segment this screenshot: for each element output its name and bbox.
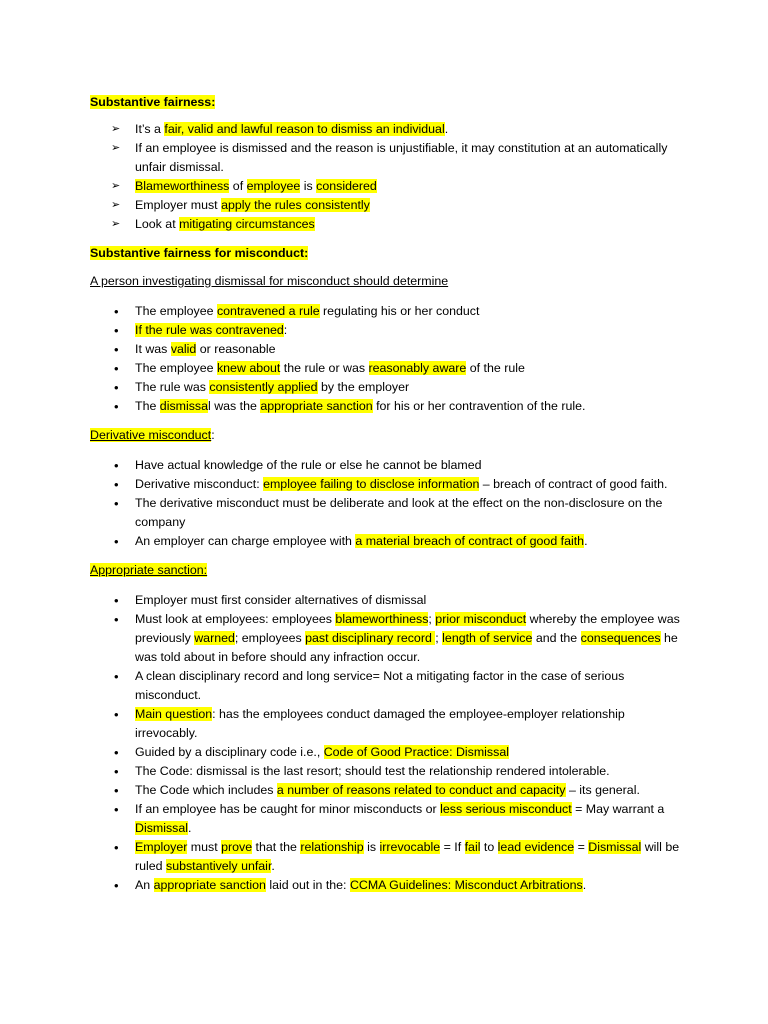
list-item xyxy=(90,800,690,838)
highlighted-text: mitigating circumstances xyxy=(179,217,315,231)
highlighted-text: appropriate sanction xyxy=(153,878,266,892)
item-text: = May warrant a xyxy=(571,802,665,816)
list-item xyxy=(90,397,690,416)
arrow-bullet-icon: ➢ xyxy=(111,123,121,135)
item-text: the rule or was xyxy=(280,361,369,375)
heading-appropriate-sanction xyxy=(90,561,690,580)
item-text: If an employee has be caught for minor misconducts or xyxy=(135,802,441,816)
highlighted-text: Dismissal xyxy=(135,821,189,835)
item-text: An employer can charge employee with xyxy=(135,534,356,548)
heading-substantive-fairness xyxy=(90,93,690,112)
document-page xyxy=(90,93,690,895)
item-text: If an employee is dismissed and the reason is unjustifiable, it may constitution at an automatically unfair dismissal. xyxy=(135,141,668,174)
highlighted-text: valid xyxy=(170,342,197,356)
item-text: The Code: dismissal is the last resort; should test the relationship rendered intolerable. xyxy=(135,764,610,778)
bullet-icon: • xyxy=(114,593,119,608)
item-text: will be ruled xyxy=(135,840,680,873)
item-text: Derivative misconduct: xyxy=(135,477,264,491)
item-text: Guided by a disciplinary code i.e., xyxy=(135,745,324,759)
item-text: laid out in the: xyxy=(265,878,350,892)
list-item xyxy=(90,378,690,397)
item-text: for his or her contravention of the rule. xyxy=(372,399,586,413)
item-text: A clean disciplinary record and long service= Not a mitigating factor in the case of serious misconduct. xyxy=(135,669,625,702)
list-item xyxy=(90,196,690,215)
item-text: The xyxy=(135,399,160,413)
list-item xyxy=(90,340,690,359)
highlighted-text: contravened a rule xyxy=(216,304,320,318)
highlighted-text: Employer xyxy=(135,840,188,854)
list-item xyxy=(90,494,690,532)
list-item xyxy=(90,591,690,610)
bullet-icon: • xyxy=(114,534,119,549)
item-text: ; employees xyxy=(234,631,306,645)
heading-text: Substantive fairness: xyxy=(90,95,216,109)
list-item xyxy=(90,743,690,762)
item-text: must xyxy=(187,840,222,854)
arrow-bullet-icon: ➢ xyxy=(111,142,121,154)
bullet-icon: • xyxy=(114,764,119,779)
item-text: whereby the employee was previously xyxy=(135,612,680,645)
highlighted-text: Dismissal xyxy=(588,840,642,854)
bullet-icon: • xyxy=(114,323,119,338)
item-text: Have actual knowledge of the rule or else he cannot be blamed xyxy=(135,458,482,472)
item-text: by the employer xyxy=(317,380,410,394)
subheading-investigation: A person investigating dismissal for misconduct should determine xyxy=(90,274,449,288)
bullet-icon: • xyxy=(114,496,119,511)
list-substantive-fairness xyxy=(90,120,690,234)
list-item xyxy=(90,456,690,475)
item-text: of xyxy=(229,179,247,193)
item-text: – breach of contract of good faith. xyxy=(479,477,668,491)
list-item xyxy=(90,139,690,177)
list-item xyxy=(90,610,690,667)
item-text: . xyxy=(271,859,275,873)
bullet-icon: • xyxy=(114,361,119,376)
highlighted-text: irrevocable xyxy=(379,840,441,854)
bullet-icon: • xyxy=(114,477,119,492)
highlighted-text: lead evidence xyxy=(497,840,575,854)
item-text: he was told about in before should any infraction occur. xyxy=(135,631,678,664)
list-item xyxy=(90,705,690,743)
list-item xyxy=(90,838,690,876)
item-text: Employer must first consider alternatives of dismissal xyxy=(135,593,427,607)
bullet-icon: • xyxy=(114,612,119,627)
highlighted-text: If the rule was contravened xyxy=(135,323,284,337)
item-text: l was the xyxy=(208,399,261,413)
item-text: An xyxy=(135,878,154,892)
list-item xyxy=(90,359,690,378)
item-text: It’s a xyxy=(135,122,165,136)
heading-text: Substantive fairness for misconduct: xyxy=(90,246,309,260)
bullet-icon: • xyxy=(114,458,119,473)
list-item xyxy=(90,532,690,551)
item-text: is xyxy=(363,840,380,854)
item-text: The employee xyxy=(135,304,217,318)
list-appropriate-sanction xyxy=(90,591,690,895)
bullet-icon: • xyxy=(114,707,119,722)
highlighted-text: employee xyxy=(246,179,301,193)
heading-text: Appropriate sanction: xyxy=(90,563,208,577)
highlighted-text: prior misconduct xyxy=(435,612,527,626)
highlighted-text: length of service xyxy=(442,631,533,645)
highlighted-text: knew about xyxy=(216,361,281,375)
heading-substantive-fairness-misconduct xyxy=(90,244,690,263)
item-text: or reasonable xyxy=(196,342,276,356)
bullet-icon: • xyxy=(114,380,119,395)
bullet-icon: • xyxy=(114,840,119,855)
list-derivative-misconduct xyxy=(90,456,690,551)
highlighted-text: fair, valid and lawful reason to dismiss an individual xyxy=(164,122,445,136)
bullet-icon: • xyxy=(114,783,119,798)
highlighted-text: consequences xyxy=(580,631,661,645)
list-item xyxy=(90,177,690,196)
highlighted-text: substantively unfair xyxy=(166,859,272,873)
highlighted-text: prove xyxy=(221,840,253,854)
item-text: . xyxy=(582,878,587,892)
item-text: Must look at employees: employees xyxy=(135,612,336,626)
highlighted-text: Blameworthiness xyxy=(135,179,230,193)
list-item xyxy=(90,215,690,234)
highlighted-text: less serious misconduct xyxy=(440,802,572,816)
highlighted-text: Main question xyxy=(135,707,213,721)
bullet-icon: • xyxy=(114,304,119,319)
bullet-icon: • xyxy=(114,802,119,817)
item-text: is xyxy=(300,179,317,193)
list-item xyxy=(90,475,690,494)
heading-suffix: : xyxy=(211,428,215,442)
bullet-icon: • xyxy=(114,669,119,684)
item-text: It was xyxy=(135,342,171,356)
item-text: ; xyxy=(428,612,436,626)
highlighted-text: considered xyxy=(316,179,377,193)
item-text: to xyxy=(480,840,498,854)
bullet-icon: • xyxy=(114,342,119,357)
item-text: = If xyxy=(440,840,465,854)
item-text: Look at xyxy=(135,217,180,231)
bullet-icon: • xyxy=(114,745,119,760)
item-text: ; xyxy=(435,631,443,645)
highlighted-text: apply the rules consistently xyxy=(221,198,370,212)
list-item xyxy=(90,120,690,139)
highlighted-text: fail xyxy=(464,840,481,854)
bullet-icon: • xyxy=(114,399,119,414)
highlighted-text: a number of reasons related to conduct and capacity xyxy=(276,783,566,797)
list-misconduct-determinations xyxy=(90,302,690,416)
highlighted-text: consistently applied xyxy=(209,380,318,394)
item-text: – its general. xyxy=(565,783,640,797)
item-text: The Code which includes xyxy=(135,783,277,797)
item-text: that the xyxy=(252,840,301,854)
list-item xyxy=(90,762,690,781)
list-item xyxy=(90,876,690,895)
bullet-icon: • xyxy=(114,878,119,893)
highlighted-text: past disciplinary record xyxy=(305,631,436,645)
item-text: . xyxy=(188,821,192,835)
list-item xyxy=(90,302,690,321)
highlighted-text: dismissa xyxy=(159,399,208,413)
highlighted-text: relationship xyxy=(300,840,364,854)
arrow-bullet-icon: ➢ xyxy=(111,218,121,230)
item-text: = xyxy=(574,840,589,854)
heading-derivative-misconduct xyxy=(90,426,690,445)
highlighted-text: blameworthiness xyxy=(335,612,429,626)
highlighted-text: a material breach of contract of good faith xyxy=(355,534,585,548)
item-text: regulating his or her conduct xyxy=(319,304,480,318)
item-text: Employer must xyxy=(135,198,222,212)
item-text: of the rule xyxy=(466,361,525,375)
item-text: . xyxy=(444,122,449,136)
item-text: The derivative misconduct must be deliberate and look at the effect on the non-disclosure on the company xyxy=(135,496,663,529)
arrow-bullet-icon: ➢ xyxy=(111,180,121,192)
item-text: . xyxy=(584,534,588,548)
item-text: The employee xyxy=(135,361,217,375)
item-text: : xyxy=(283,323,288,337)
highlighted-text: CCMA Guidelines: Misconduct Arbitrations xyxy=(349,878,583,892)
highlighted-text: reasonably aware xyxy=(368,361,467,375)
list-item xyxy=(90,667,690,705)
highlighted-text: employee failing to disclose information xyxy=(263,477,480,491)
highlighted-text: appropriate sanction xyxy=(260,399,373,413)
heading-text: Derivative misconduct xyxy=(90,428,212,442)
highlighted-text: warned xyxy=(194,631,235,645)
item-text: : has the employees conduct damaged the employee-employer relationship irrevocably. xyxy=(135,707,625,740)
list-item xyxy=(90,321,690,340)
highlighted-text: Code of Good Practice: Dismissal xyxy=(323,745,509,759)
item-text: and the xyxy=(532,631,581,645)
list-item xyxy=(90,781,690,800)
item-text: The rule was xyxy=(135,380,210,394)
arrow-bullet-icon: ➢ xyxy=(111,199,121,211)
